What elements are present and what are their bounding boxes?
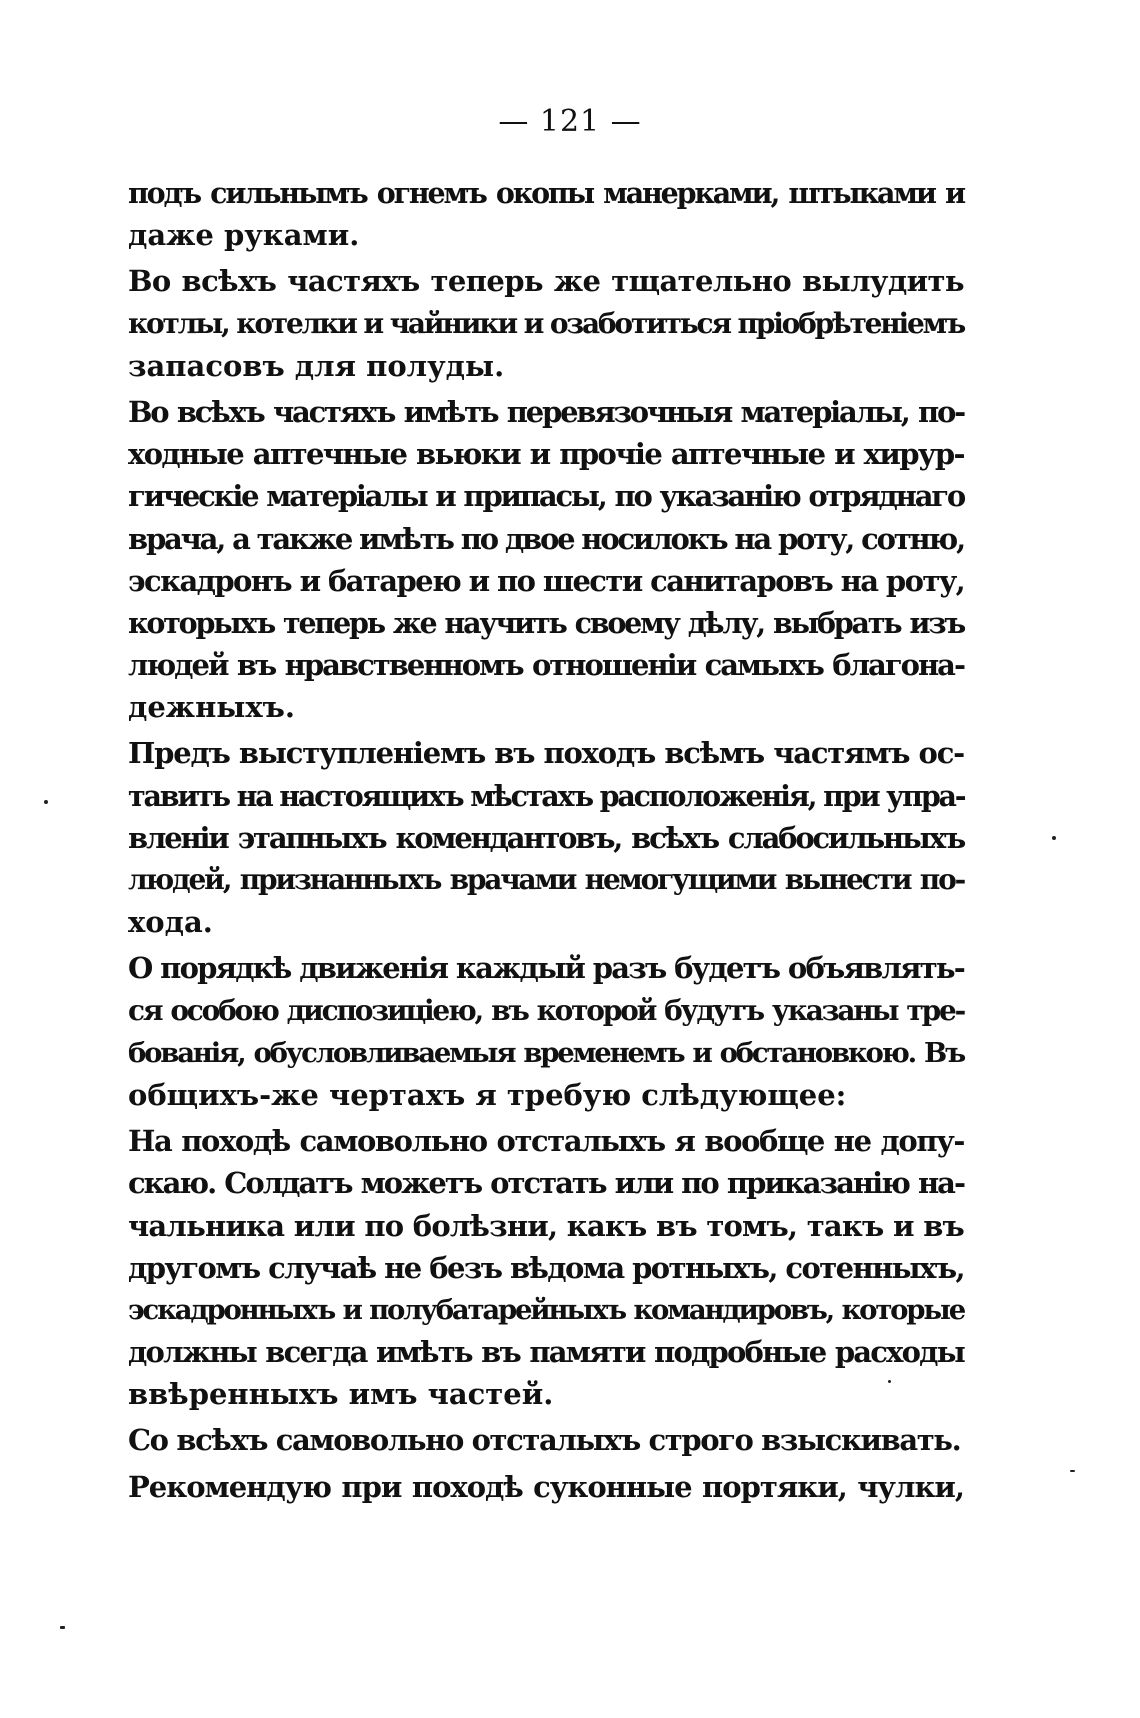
text-line: людей въ нравственномъ отношеніи самыхъ благона- <box>128 648 964 683</box>
text-line: другомъ случаѣ не безъ вѣдома ротныхъ, сотенныхъ, <box>128 1250 964 1285</box>
paragraph <box>128 260 964 387</box>
scan-speck <box>1052 836 1056 840</box>
paragraph <box>128 172 964 256</box>
text-line: Рекомендую при походѣ суконные портяки, чулки, <box>128 1469 964 1504</box>
text-line: запасовъ для полуды. <box>128 348 505 383</box>
text-line: которыхъ теперь же научить своему дѣлу, выбрать изъ <box>128 605 964 640</box>
text-line: чальника или по болѣзни, какъ въ томъ, такъ и въ <box>128 1208 964 1243</box>
paragraph <box>128 1419 964 1461</box>
text-line: ся особою диспозиціею, въ которой будутъ указаны тре- <box>128 993 964 1027</box>
text-line: О порядкѣ движенія каждый разъ будетъ объявлять- <box>128 951 964 986</box>
text-line: На походѣ самовольно отсталыхъ я вообще не допу- <box>128 1124 964 1159</box>
text-line: ходные аптечные вьюки и прочіе аптечные и хирур- <box>128 437 964 472</box>
paragraph <box>128 391 964 729</box>
text-line: подъ сильнымъ огнемъ окопы манерками, штыками и <box>128 176 964 210</box>
text-line: ввѣренныхъ имъ частей. <box>128 1377 554 1412</box>
text-line: скаю. Солдатъ можетъ отстать или по приказанію на- <box>128 1166 964 1201</box>
scan-speck <box>888 1380 891 1383</box>
text-line: общихъ-же чертахъ я требую слѣдующее: <box>128 1077 847 1112</box>
text-line: врача, а также имѣть по двое носилокъ на роту, сотню, <box>128 521 964 556</box>
text-line: хода. <box>128 905 213 940</box>
scan-speck <box>44 800 48 804</box>
paragraph <box>128 732 964 943</box>
paragraph <box>128 1466 964 1508</box>
text-line: вленіи этапныхъ комендантовъ, всѣхъ слабосильныхъ <box>128 820 964 855</box>
body-text <box>128 172 964 1508</box>
text-line: дежныхъ. <box>128 690 295 725</box>
text-line: гическіе матеріалы и припасы, по указанію отряднаго <box>128 479 964 514</box>
paragraph <box>128 1120 964 1415</box>
text-line: Со всѣхъ самовольно отсталыхъ строго взыскивать. <box>128 1423 961 1458</box>
text-line: Во всѣхъ частяхъ имѣть перевязочныя матеріалы, по- <box>128 394 964 429</box>
text-line: эскадронъ и батарею и по шести санитаровъ на роту, <box>128 563 965 598</box>
text-line: котлы, котелки и чайники и озаботиться пріобрѣтеніемъ <box>128 306 964 340</box>
text-line: Во всѣхъ частяхъ теперь же тщательно вылудить <box>128 264 964 299</box>
text-line: эскадронныхъ и полубатарейныхъ командировъ, которые <box>128 1293 964 1326</box>
text-line: даже руками. <box>128 218 360 253</box>
scan-speck <box>60 1626 65 1629</box>
text-line: бованія, обусловливаемыя временемъ и обстановкою. Въ <box>128 1036 964 1069</box>
scan-speck <box>1070 1470 1075 1472</box>
text-line: Предъ выступленіемъ въ походъ всѣмъ частямъ ос- <box>128 736 964 771</box>
text-line: тавить на настоящихъ мѣстахъ расположенія, при упра- <box>128 778 965 813</box>
paragraph <box>128 947 964 1116</box>
page-number: — 121 — <box>498 104 642 139</box>
text-line: должны всегда имѣть въ памяти подробные расходы <box>128 1335 964 1370</box>
text-line: людей, признанныхъ врачами немогущими вынести по- <box>128 863 964 896</box>
